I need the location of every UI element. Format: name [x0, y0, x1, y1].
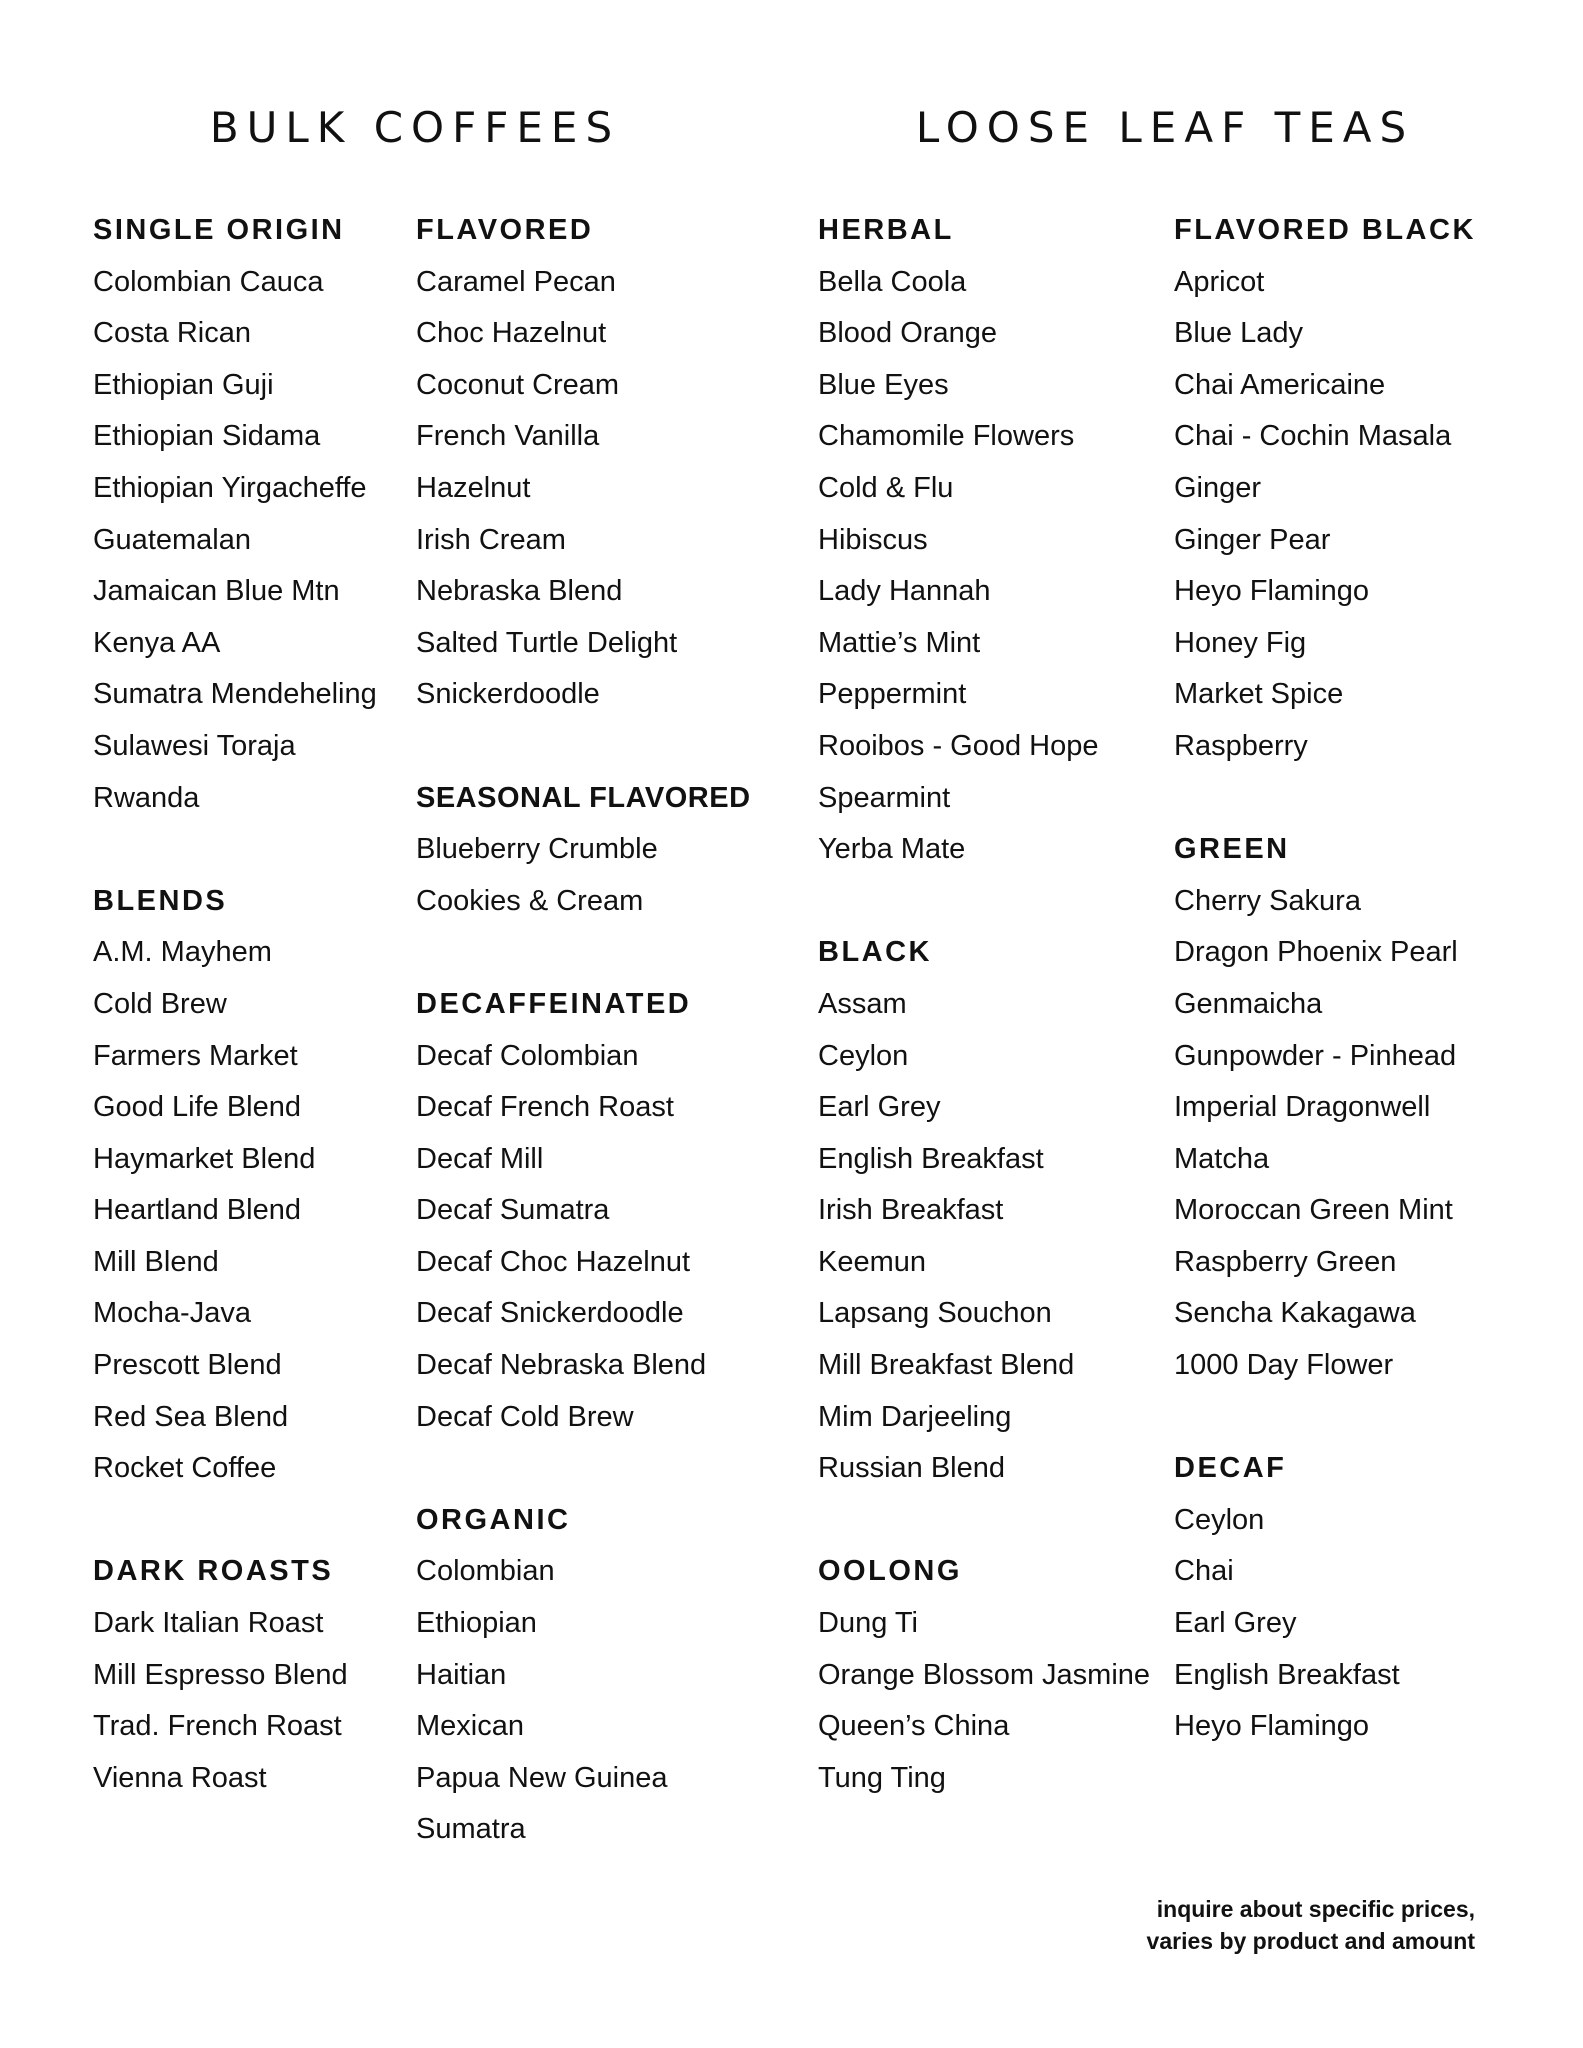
section-heading: HERBAL	[818, 214, 954, 246]
menu-item: Hazelnut	[416, 471, 531, 504]
menu-item: Earl Grey	[818, 1091, 941, 1124]
menu-item: Kenya AA	[93, 626, 221, 659]
menu-item: Dark Italian Roast	[93, 1607, 324, 1640]
tea-column-2	[1174, 205, 1504, 1753]
coffee-column-2	[416, 205, 751, 1856]
menu-item: Decaf Choc Hazelnut	[416, 1245, 691, 1278]
menu-item: Colombian	[416, 1555, 555, 1588]
bulk-coffees-title: BULK COFFEES	[209, 103, 621, 152]
menu-item: Papua New Guinea	[416, 1761, 668, 1794]
item-list	[818, 257, 1148, 876]
item-list	[818, 1598, 1151, 1804]
menu-item: Ethiopian Yirgacheffe	[93, 471, 367, 504]
menu-item: Blue Eyes	[818, 368, 949, 401]
menu-item: Spearmint	[818, 781, 951, 814]
section-heading: ORGANIC	[416, 1503, 571, 1536]
menu-item: Sencha Kakagawa	[1174, 1297, 1416, 1330]
menu-item: Haymarket Blend	[93, 1142, 316, 1175]
section-oolong	[818, 1546, 1151, 1804]
section-flavored	[416, 205, 746, 721]
item-list	[818, 979, 1148, 1495]
section-heading: BLACK	[818, 936, 932, 969]
menu-item: Dung Ti	[818, 1607, 918, 1640]
menu-item: Lapsang Souchon	[818, 1297, 1052, 1330]
menu-item: Ethiopian Sidama	[93, 420, 321, 453]
item-list	[416, 1031, 746, 1444]
item-list	[416, 257, 746, 721]
menu-item: Prescott Blend	[93, 1349, 282, 1382]
menu-item: Vienna Roast	[93, 1761, 267, 1794]
menu-item: Russian Blend	[818, 1452, 1005, 1485]
section-heading: OOLONG	[818, 1555, 962, 1588]
menu-item: Moroccan Green Mint	[1174, 1194, 1453, 1227]
menu-item: Decaf Mill	[416, 1142, 544, 1175]
menu-item: Nebraska Blend	[416, 575, 623, 608]
menu-item: Hibiscus	[818, 523, 928, 556]
section-decaf	[1174, 1443, 1504, 1753]
section-heading: DECAFFEINATED	[416, 987, 692, 1020]
menu-item: Coconut Cream	[416, 368, 620, 401]
item-list	[1174, 1495, 1504, 1753]
menu-item: Guatemalan	[93, 523, 251, 556]
menu-item: Rocket Coffee	[93, 1452, 277, 1485]
menu-item: Decaf Sumatra	[416, 1194, 610, 1227]
menu-item: Decaf Nebraska Blend	[416, 1349, 707, 1382]
menu-item: Mill Espresso Blend	[93, 1658, 348, 1691]
section-heading: DARK ROASTS	[93, 1555, 334, 1588]
menu-item: Yerba Mate	[818, 833, 966, 866]
menu-item: Decaf French Roast	[416, 1091, 674, 1124]
menu-item: Mattie’s Mint	[818, 626, 981, 659]
menu-item: Heyo Flamingo	[1174, 575, 1370, 608]
section-green	[1174, 824, 1504, 1392]
section-heading: GREEN	[1174, 833, 1290, 866]
item-list	[93, 257, 423, 825]
section-heading: SINGLE ORIGIN	[93, 214, 345, 246]
menu-item: Blood Orange	[818, 317, 997, 350]
menu-item: Trad. French Roast	[93, 1710, 342, 1743]
section-heading: SEASONAL FLAVORED	[416, 781, 751, 814]
menu-item: Heartland Blend	[93, 1194, 301, 1227]
menu-item: Ethiopian Guji	[93, 368, 274, 401]
menu-item: Cold Brew	[93, 987, 227, 1020]
menu-item: Good Life Blend	[93, 1091, 301, 1124]
menu-item: English Breakfast	[818, 1142, 1044, 1175]
item-list	[416, 1546, 746, 1856]
menu-item: Mim Darjeeling	[818, 1400, 1012, 1433]
loose-leaf-teas-title: LOOSE LEAF TEAS	[915, 103, 1415, 152]
menu-item: Chai Americaine	[1174, 368, 1386, 401]
menu-item: Colombian Cauca	[93, 265, 324, 298]
menu-item: Earl Grey	[1174, 1607, 1297, 1640]
menu-item: Peppermint	[818, 678, 967, 711]
menu-item: Salted Turtle Delight	[416, 626, 678, 659]
item-list	[93, 1598, 423, 1804]
menu-item: Cold & Flu	[818, 471, 954, 504]
pricing-note	[1090, 1893, 1475, 1957]
menu-item: Mill Blend	[93, 1245, 219, 1278]
menu-item: 1000 Day Flower	[1174, 1349, 1394, 1382]
section-heading: FLAVORED BLACK	[1174, 214, 1476, 246]
menu-item: Ceylon	[818, 1039, 909, 1072]
section-flavored-black	[1174, 205, 1504, 773]
menu-item: Rooibos - Good Hope	[818, 729, 1099, 762]
menu-item: Caramel Pecan	[416, 265, 616, 298]
pricing-note-line-1: inquire about specific prices,	[1156, 1896, 1475, 1922]
item-list	[1174, 257, 1504, 773]
menu-item: Ethiopian	[416, 1607, 537, 1640]
menu-item: A.M. Mayhem	[93, 936, 272, 969]
section-seasonal-flavored	[416, 773, 751, 928]
menu-item: Irish Breakfast	[818, 1194, 1004, 1227]
menu-item: Chamomile Flowers	[818, 420, 1075, 453]
menu-item: Blue Lady	[1174, 317, 1303, 350]
menu-item: Queen’s China	[818, 1710, 1010, 1743]
section-dark-roasts	[93, 1546, 423, 1804]
menu-item: Decaf Snickerdoodle	[416, 1297, 684, 1330]
section-herbal	[818, 205, 1148, 876]
menu-item: Mexican	[416, 1710, 524, 1743]
menu-item: Honey Fig	[1174, 626, 1307, 659]
item-list	[416, 824, 746, 927]
menu-item: Tung Ting	[818, 1761, 946, 1794]
menu-item: Genmaicha	[1174, 987, 1323, 1020]
menu-item: Imperial Dragonwell	[1174, 1091, 1431, 1124]
menu-item: Rwanda	[93, 781, 200, 814]
menu-item: Jamaican Blue Mtn	[93, 575, 340, 608]
item-list	[1174, 876, 1504, 1392]
menu-item: Gunpowder - Pinhead	[1174, 1039, 1457, 1072]
menu-item: Cherry Sakura	[1174, 884, 1361, 917]
tea-column-1	[818, 205, 1151, 1804]
section-single-origin	[93, 205, 423, 824]
menu-item: Irish Cream	[416, 523, 566, 556]
menu-item: Choc Hazelnut	[416, 317, 607, 350]
menu-item: Assam	[818, 987, 907, 1020]
menu-item: Haitian	[416, 1658, 507, 1691]
menu-item: Apricot	[1174, 265, 1265, 298]
section-heading: FLAVORED	[416, 214, 594, 246]
item-list	[93, 927, 423, 1495]
menu-item: Mocha-Java	[93, 1297, 251, 1330]
menu-item: Red Sea Blend	[93, 1400, 289, 1433]
menu-item: Market Spice	[1174, 678, 1344, 711]
menu-item: Sumatra	[416, 1813, 526, 1846]
section-black	[818, 927, 1148, 1495]
section-organic	[416, 1495, 746, 1856]
menu-item: Ginger Pear	[1174, 523, 1331, 556]
menu-item: Farmers Market	[93, 1039, 298, 1072]
section-blends	[93, 876, 423, 1495]
menu-item: Chai	[1174, 1555, 1234, 1588]
menu-item: Raspberry Green	[1174, 1245, 1397, 1278]
menu-item: Decaf Colombian	[416, 1039, 639, 1072]
menu-item: Keemun	[818, 1245, 927, 1278]
menu-item: Blueberry Crumble	[416, 833, 658, 866]
menu-item: Orange Blossom Jasmine	[818, 1658, 1151, 1691]
section-decaffeinated	[416, 979, 746, 1443]
menu-item: Matcha	[1174, 1142, 1270, 1175]
menu-item: Snickerdoodle	[416, 678, 600, 711]
menu-item: Bella Coola	[818, 265, 967, 298]
section-heading: DECAF	[1174, 1452, 1287, 1485]
menu-item: Sulawesi Toraja	[93, 729, 296, 762]
menu-item: Mill Breakfast Blend	[818, 1349, 1075, 1382]
menu-item: Cookies & Cream	[416, 884, 644, 917]
menu-item: Raspberry	[1174, 729, 1308, 762]
section-heading: BLENDS	[93, 884, 228, 917]
menu-item: Ceylon	[1174, 1503, 1265, 1536]
menu-item: Chai - Cochin Masala	[1174, 420, 1452, 453]
menu-item: French Vanilla	[416, 420, 600, 453]
menu-item: Decaf Cold Brew	[416, 1400, 634, 1433]
menu-item: English Breakfast	[1174, 1658, 1400, 1691]
menu-item: Sumatra Mendeheling	[93, 678, 377, 711]
menu-item: Costa Rican	[93, 317, 251, 350]
menu-item: Ginger	[1174, 471, 1262, 504]
menu-item: Heyo Flamingo	[1174, 1710, 1370, 1743]
menu-item: Lady Hannah	[818, 575, 991, 608]
pricing-note-line-2: varies by product and amount	[1146, 1928, 1475, 1954]
menu-item: Dragon Phoenix Pearl	[1174, 936, 1458, 969]
coffee-column-1	[93, 205, 423, 1804]
